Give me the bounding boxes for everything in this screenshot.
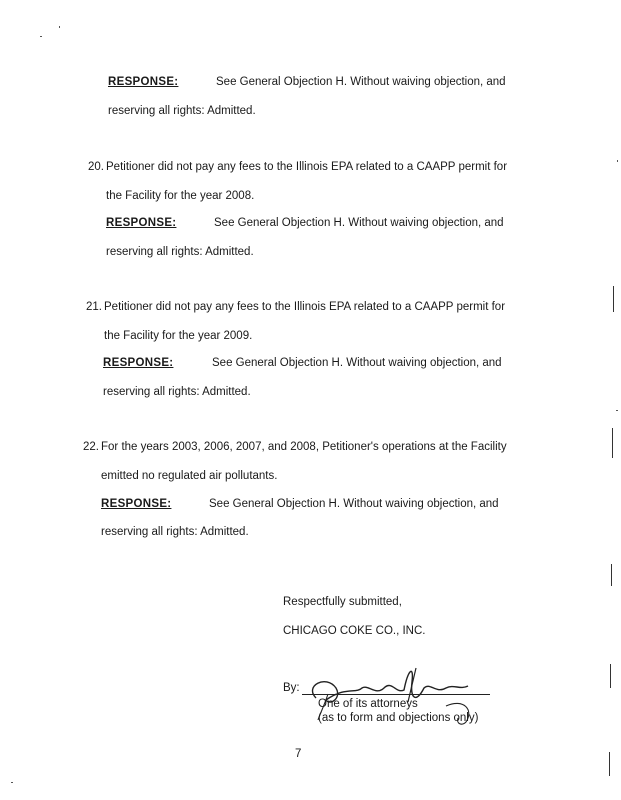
response-label: RESPONSE:: [103, 357, 174, 369]
response-continuation: reserving all rights: Admitted.: [103, 386, 251, 398]
respectfully-submitted: Respectfully submitted,: [283, 596, 402, 608]
response-continuation: reserving all rights: Admitted.: [106, 246, 254, 258]
response-text: See General Objection H. Without waiving objection, and: [212, 357, 502, 369]
scan-mark: [609, 752, 610, 776]
response-continuation: reserving all rights: Admitted.: [101, 526, 249, 538]
item-number: 20.: [88, 161, 104, 173]
response-label: RESPONSE:: [106, 217, 177, 229]
scan-speck: [616, 410, 618, 411]
item-line: emitted no regulated air pollutants.: [101, 470, 278, 482]
response-label: RESPONSE:: [101, 498, 172, 510]
response-continuation: reserving all rights: Admitted.: [108, 105, 256, 117]
scan-mark: [611, 564, 612, 586]
scan-speck: [40, 36, 42, 37]
scan-speck: [617, 160, 618, 162]
company-name: CHICAGO COKE CO., INC.: [283, 625, 426, 637]
item-line: Petitioner did not pay any fees to the Illinois EPA related to a CAAPP permit for: [104, 301, 506, 313]
scan-mark: [612, 428, 613, 458]
scan-speck: [11, 782, 13, 783]
attorney-line-2: (as to form and objections only): [318, 712, 479, 724]
item-line: the Facility for the year 2008.: [106, 190, 255, 202]
item-line: Petitioner did not pay any fees to the Illinois EPA related to a CAAPP permit for: [106, 161, 508, 173]
scan-mark: [613, 286, 614, 312]
item-line: the Facility for the year 2009.: [104, 330, 253, 342]
response-text: See General Objection H. Without waiving objection, and: [216, 76, 506, 88]
response-text: See General Objection H. Without waiving objection, and: [214, 217, 504, 229]
item-number: 22.: [83, 441, 99, 453]
scan-speck: [59, 26, 60, 28]
response-label: RESPONSE:: [108, 76, 179, 88]
page-number: 7: [295, 748, 302, 760]
item-line: For the years 2003, 2006, 2007, and 2008, Petitioner's operations at the Facility: [101, 441, 507, 453]
item-number: 21.: [86, 301, 102, 313]
response-text: See General Objection H. Without waiving objection, and: [209, 498, 499, 510]
by-label: By:: [283, 682, 300, 694]
attorney-line-1: One of its attorneys: [318, 698, 418, 710]
scan-mark: [610, 664, 611, 688]
